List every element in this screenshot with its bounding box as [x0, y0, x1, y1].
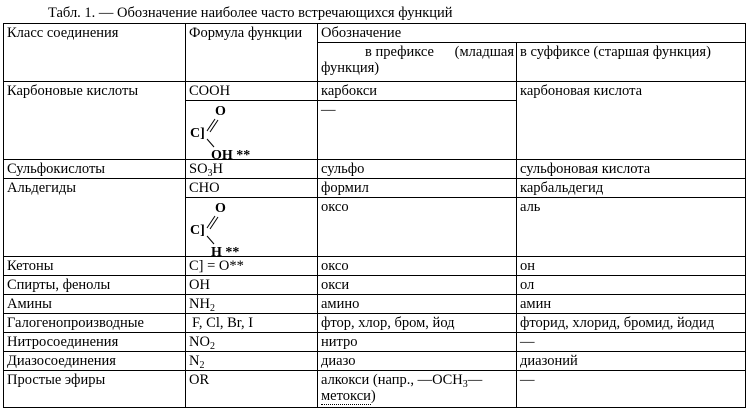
struct-top: O: [215, 201, 226, 216]
struct-left: C]: [190, 223, 205, 238]
suffix-cell: —: [517, 371, 746, 408]
class-cell: Нитросоединения: [4, 333, 186, 352]
formula-cell: [186, 295, 318, 314]
table-row: [4, 352, 746, 371]
ether-prefix-b: —OCH: [417, 372, 463, 388]
formula-cell: [186, 333, 318, 352]
ether-prefix-d: метокси: [321, 388, 371, 404]
carboxyl-structure-drawing: [186, 101, 318, 159]
class-cell: Сульфокислоты: [4, 160, 186, 179]
aldehyde-structure-drawing: [186, 198, 318, 256]
suffix-cell: амин: [517, 295, 746, 314]
prefix-cell: оксо: [318, 257, 517, 276]
prefix-cell: диазо: [318, 352, 517, 371]
class-cell: Простые эфиры: [4, 371, 186, 408]
formula-cell: F, Cl, Br, I: [186, 314, 318, 333]
table-row: [4, 179, 746, 198]
table-row: [4, 160, 746, 179]
prefix-cell: —: [318, 101, 517, 160]
formula-cell: [186, 160, 318, 179]
struct-bottom: H **: [211, 245, 240, 256]
formula-cell: OH: [186, 276, 318, 295]
prefix-cell: нитро: [318, 333, 517, 352]
struct-top: O: [215, 104, 226, 119]
suffix-cell: —: [517, 333, 746, 352]
prefix-cell: [318, 371, 517, 408]
prefix-cell: карбокси: [318, 82, 517, 101]
table-row: [4, 82, 746, 101]
table-row: [4, 276, 746, 295]
header-prefix-b: (младшая: [454, 44, 514, 60]
formula-sub: 2: [209, 341, 215, 352]
formula-cell: [186, 352, 318, 371]
prefix-cell: окси: [318, 276, 517, 295]
formula-cell: COOH: [186, 82, 318, 101]
suffix-cell: диазоний: [517, 352, 746, 371]
struct-left: C]: [190, 126, 205, 141]
class-cell: Альдегиды: [4, 179, 186, 257]
formula-main: N: [189, 353, 200, 369]
ether-prefix-e: ): [370, 388, 376, 404]
formula-cell: C] = O**: [186, 257, 318, 276]
ether-prefix-c: —: [467, 372, 483, 388]
class-cell: Диазосоединения: [4, 352, 186, 371]
header-row-1: [4, 24, 746, 43]
formula-sub: 2: [199, 360, 205, 371]
class-cell: Карбоновые кислоты: [4, 82, 186, 160]
formula-cell: OR: [186, 371, 318, 408]
header-prefix-a: в префиксе: [365, 44, 434, 60]
ether-prefix-sub: 3: [462, 379, 468, 390]
header-prefix-c: функция): [321, 60, 380, 76]
table-row: [4, 257, 746, 276]
header-designation: Обозначение: [318, 24, 746, 43]
prefix-cell: амино: [318, 295, 517, 314]
suffix-cell: карбальдегид: [517, 179, 746, 198]
aldehyde-structure: [186, 198, 318, 257]
suffix-cell: он: [517, 257, 746, 276]
prefix-cell: сульфо: [318, 160, 517, 179]
table-row: [4, 295, 746, 314]
functions-table: [3, 23, 746, 408]
header-formula: Формула функции: [186, 24, 318, 82]
suffix-cell: ол: [517, 276, 746, 295]
formula-main: NO: [189, 334, 210, 350]
formula-main: SO: [189, 161, 208, 177]
class-cell: Амины: [4, 295, 186, 314]
formula-tail: H: [212, 161, 224, 177]
formula-cell: CHO: [186, 179, 318, 198]
table-row: [4, 371, 746, 408]
prefix-cell: фтор, хлор, бром, йод: [318, 314, 517, 333]
prefix-cell: оксо: [318, 198, 517, 257]
header-prefix: [318, 43, 517, 82]
formula-sub: 2: [209, 303, 215, 314]
class-cell: Спирты, фенолы: [4, 276, 186, 295]
header-class: Класс соединения: [4, 24, 186, 82]
carboxyl-structure: [186, 101, 318, 160]
table-caption: Табл. 1. — Обозначение наиболее часто встречающихся функций: [48, 5, 453, 21]
formula-sub: 3: [207, 168, 213, 179]
formula-main: NH: [189, 296, 210, 312]
suffix-cell: сульфоновая кислота: [517, 160, 746, 179]
table-row: [4, 314, 746, 333]
suffix-cell: аль: [517, 198, 746, 257]
suffix-cell: фторид, хлорид, бромид, йодид: [517, 314, 746, 333]
class-cell: Кетоны: [4, 257, 186, 276]
struct-bottom: OH **: [211, 148, 251, 159]
table-row: [4, 333, 746, 352]
suffix-cell: карбоновая кислота: [517, 82, 746, 160]
ether-prefix-a: алкокси (напр.,: [321, 372, 414, 388]
header-suffix: в суффиксе (старшая функция): [517, 43, 746, 82]
prefix-cell: формил: [318, 179, 517, 198]
class-cell: Галогенопроизводные: [4, 314, 186, 333]
